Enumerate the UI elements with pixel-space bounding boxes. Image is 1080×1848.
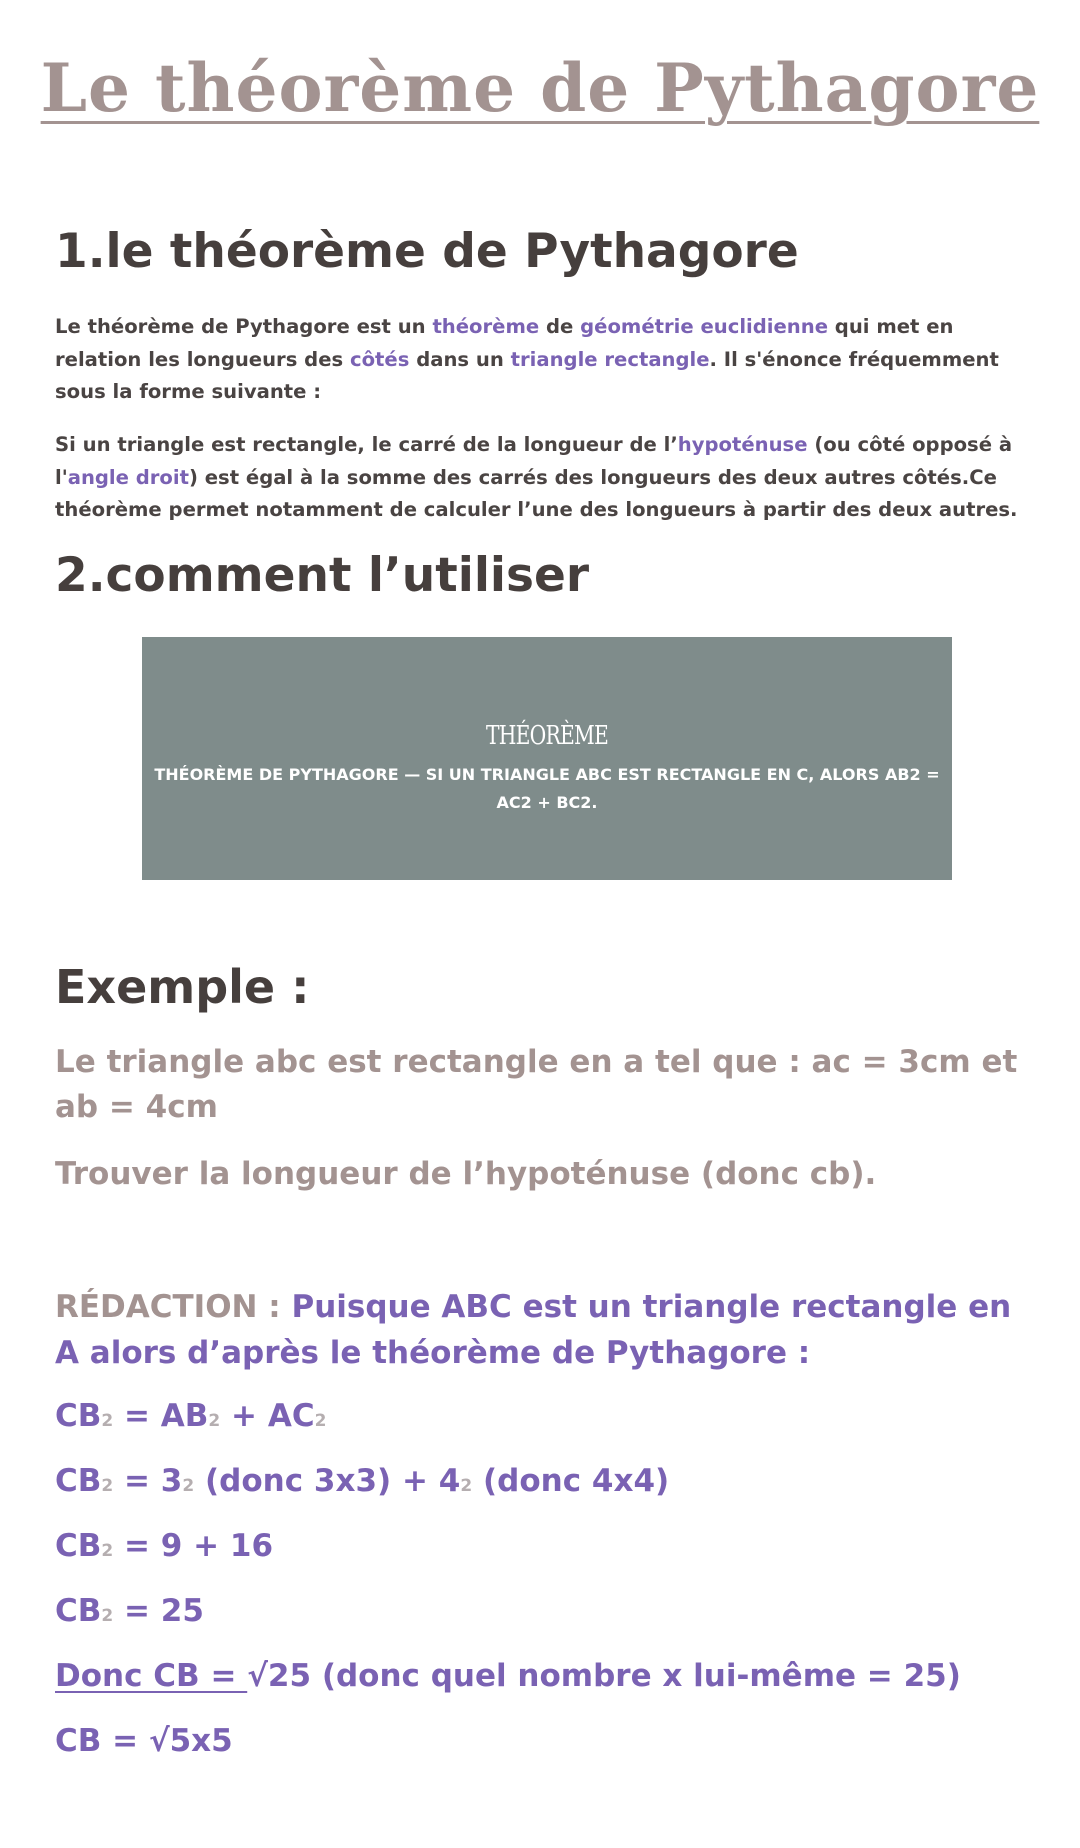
eq-term: (donc 4x4) bbox=[472, 1463, 670, 1499]
text: Le théorème de Pythagore est un bbox=[55, 315, 433, 338]
exponent: 2 bbox=[101, 1606, 114, 1626]
exponent: 2 bbox=[208, 1411, 221, 1431]
text: . Il s'énonce fréquemment sous la forme suivante : bbox=[55, 347, 999, 403]
link-cotes[interactable]: côtés bbox=[349, 347, 410, 371]
exponent: 2 bbox=[101, 1476, 114, 1496]
text: Si un triangle est rectangle, le carré de la longueur de l’ bbox=[55, 433, 678, 456]
link-hypotenuse[interactable]: hypoténuse bbox=[677, 433, 808, 456]
exponent: 2 bbox=[101, 1541, 114, 1561]
example-heading: Exemple : bbox=[55, 960, 310, 1014]
eq-term: CB bbox=[55, 1593, 102, 1629]
eq-term: = 3 bbox=[113, 1463, 183, 1499]
section-1-heading: 1.le théorème de Pythagore bbox=[55, 224, 799, 279]
example-question: Trouver la longueur de l’hypoténuse (donc cb). bbox=[55, 1156, 877, 1192]
redaction-text: Puisque ABC est un triangle rectangle en A alors d’après le théorème de Pythagore : bbox=[55, 1289, 1012, 1371]
text: de bbox=[539, 315, 581, 338]
exponent: 2 bbox=[314, 1411, 327, 1431]
link-theoreme[interactable]: théorème bbox=[432, 315, 540, 338]
eq-term: CB bbox=[55, 1398, 102, 1434]
equation-5 bbox=[55, 1658, 961, 1695]
text: (ou côté opposé à l' bbox=[55, 433, 1013, 489]
exponent: 2 bbox=[182, 1476, 195, 1496]
eq-term: = 9 + 16 bbox=[113, 1528, 274, 1564]
eq-term: √25 (donc quel nombre x lui-même = 25) bbox=[247, 1658, 961, 1694]
section-2-heading: 2.comment l’utiliser bbox=[55, 548, 590, 603]
equation-1 bbox=[55, 1398, 326, 1435]
equation-4 bbox=[55, 1593, 204, 1630]
definition-paragraph bbox=[55, 311, 1040, 409]
eq-term: CB bbox=[55, 1463, 102, 1499]
underlined-text: Donc CB = bbox=[55, 1658, 248, 1694]
eq-term: (donc 3x3) + 4 bbox=[194, 1463, 461, 1499]
link-triangle-rectangle[interactable]: triangle rectangle bbox=[510, 347, 710, 371]
equation-2 bbox=[55, 1463, 669, 1500]
theorem-banner bbox=[142, 637, 952, 880]
redaction-label: RÉDACTION : bbox=[55, 1289, 292, 1325]
text: ) est égal à la somme des carrés des longueurs des deux autres côtés.Ce théorème permet notamment de calculer l’une des longueurs à partir des deux autres. bbox=[55, 465, 1018, 521]
link-angle-droit[interactable]: angle droit bbox=[67, 465, 189, 489]
eq-term: = 25 bbox=[113, 1593, 204, 1629]
banner-title: THÉORÈME bbox=[485, 721, 609, 751]
eq-term: = AB bbox=[113, 1398, 209, 1434]
eq-term: CB bbox=[55, 1528, 102, 1564]
text: qui met en relation les longueurs des bbox=[55, 315, 954, 371]
equation-6: CB = √5x5 bbox=[55, 1723, 233, 1759]
text: dans un bbox=[409, 347, 511, 371]
eq-term: + AC bbox=[220, 1398, 315, 1434]
redaction-paragraph bbox=[55, 1284, 1035, 1376]
link-geometrie-euclidienne[interactable]: géométrie euclidienne bbox=[580, 315, 828, 338]
exponent: 2 bbox=[460, 1476, 473, 1496]
banner-text: THÉORÈME DE PYTHAGORE — SI UN TRIANGLE ABC EST RECTANGLE EN C, ALORS AB2 = AC2 + BC2. bbox=[154, 765, 940, 812]
example-statement: Le triangle abc est rectangle en a tel que : ac = 3cm et ab = 4cm bbox=[55, 1044, 1018, 1125]
statement-paragraph bbox=[55, 429, 1040, 527]
exponent: 2 bbox=[101, 1411, 114, 1431]
page-title: Le théorème de Pythagore bbox=[40, 49, 1040, 127]
equation-3 bbox=[55, 1528, 273, 1565]
